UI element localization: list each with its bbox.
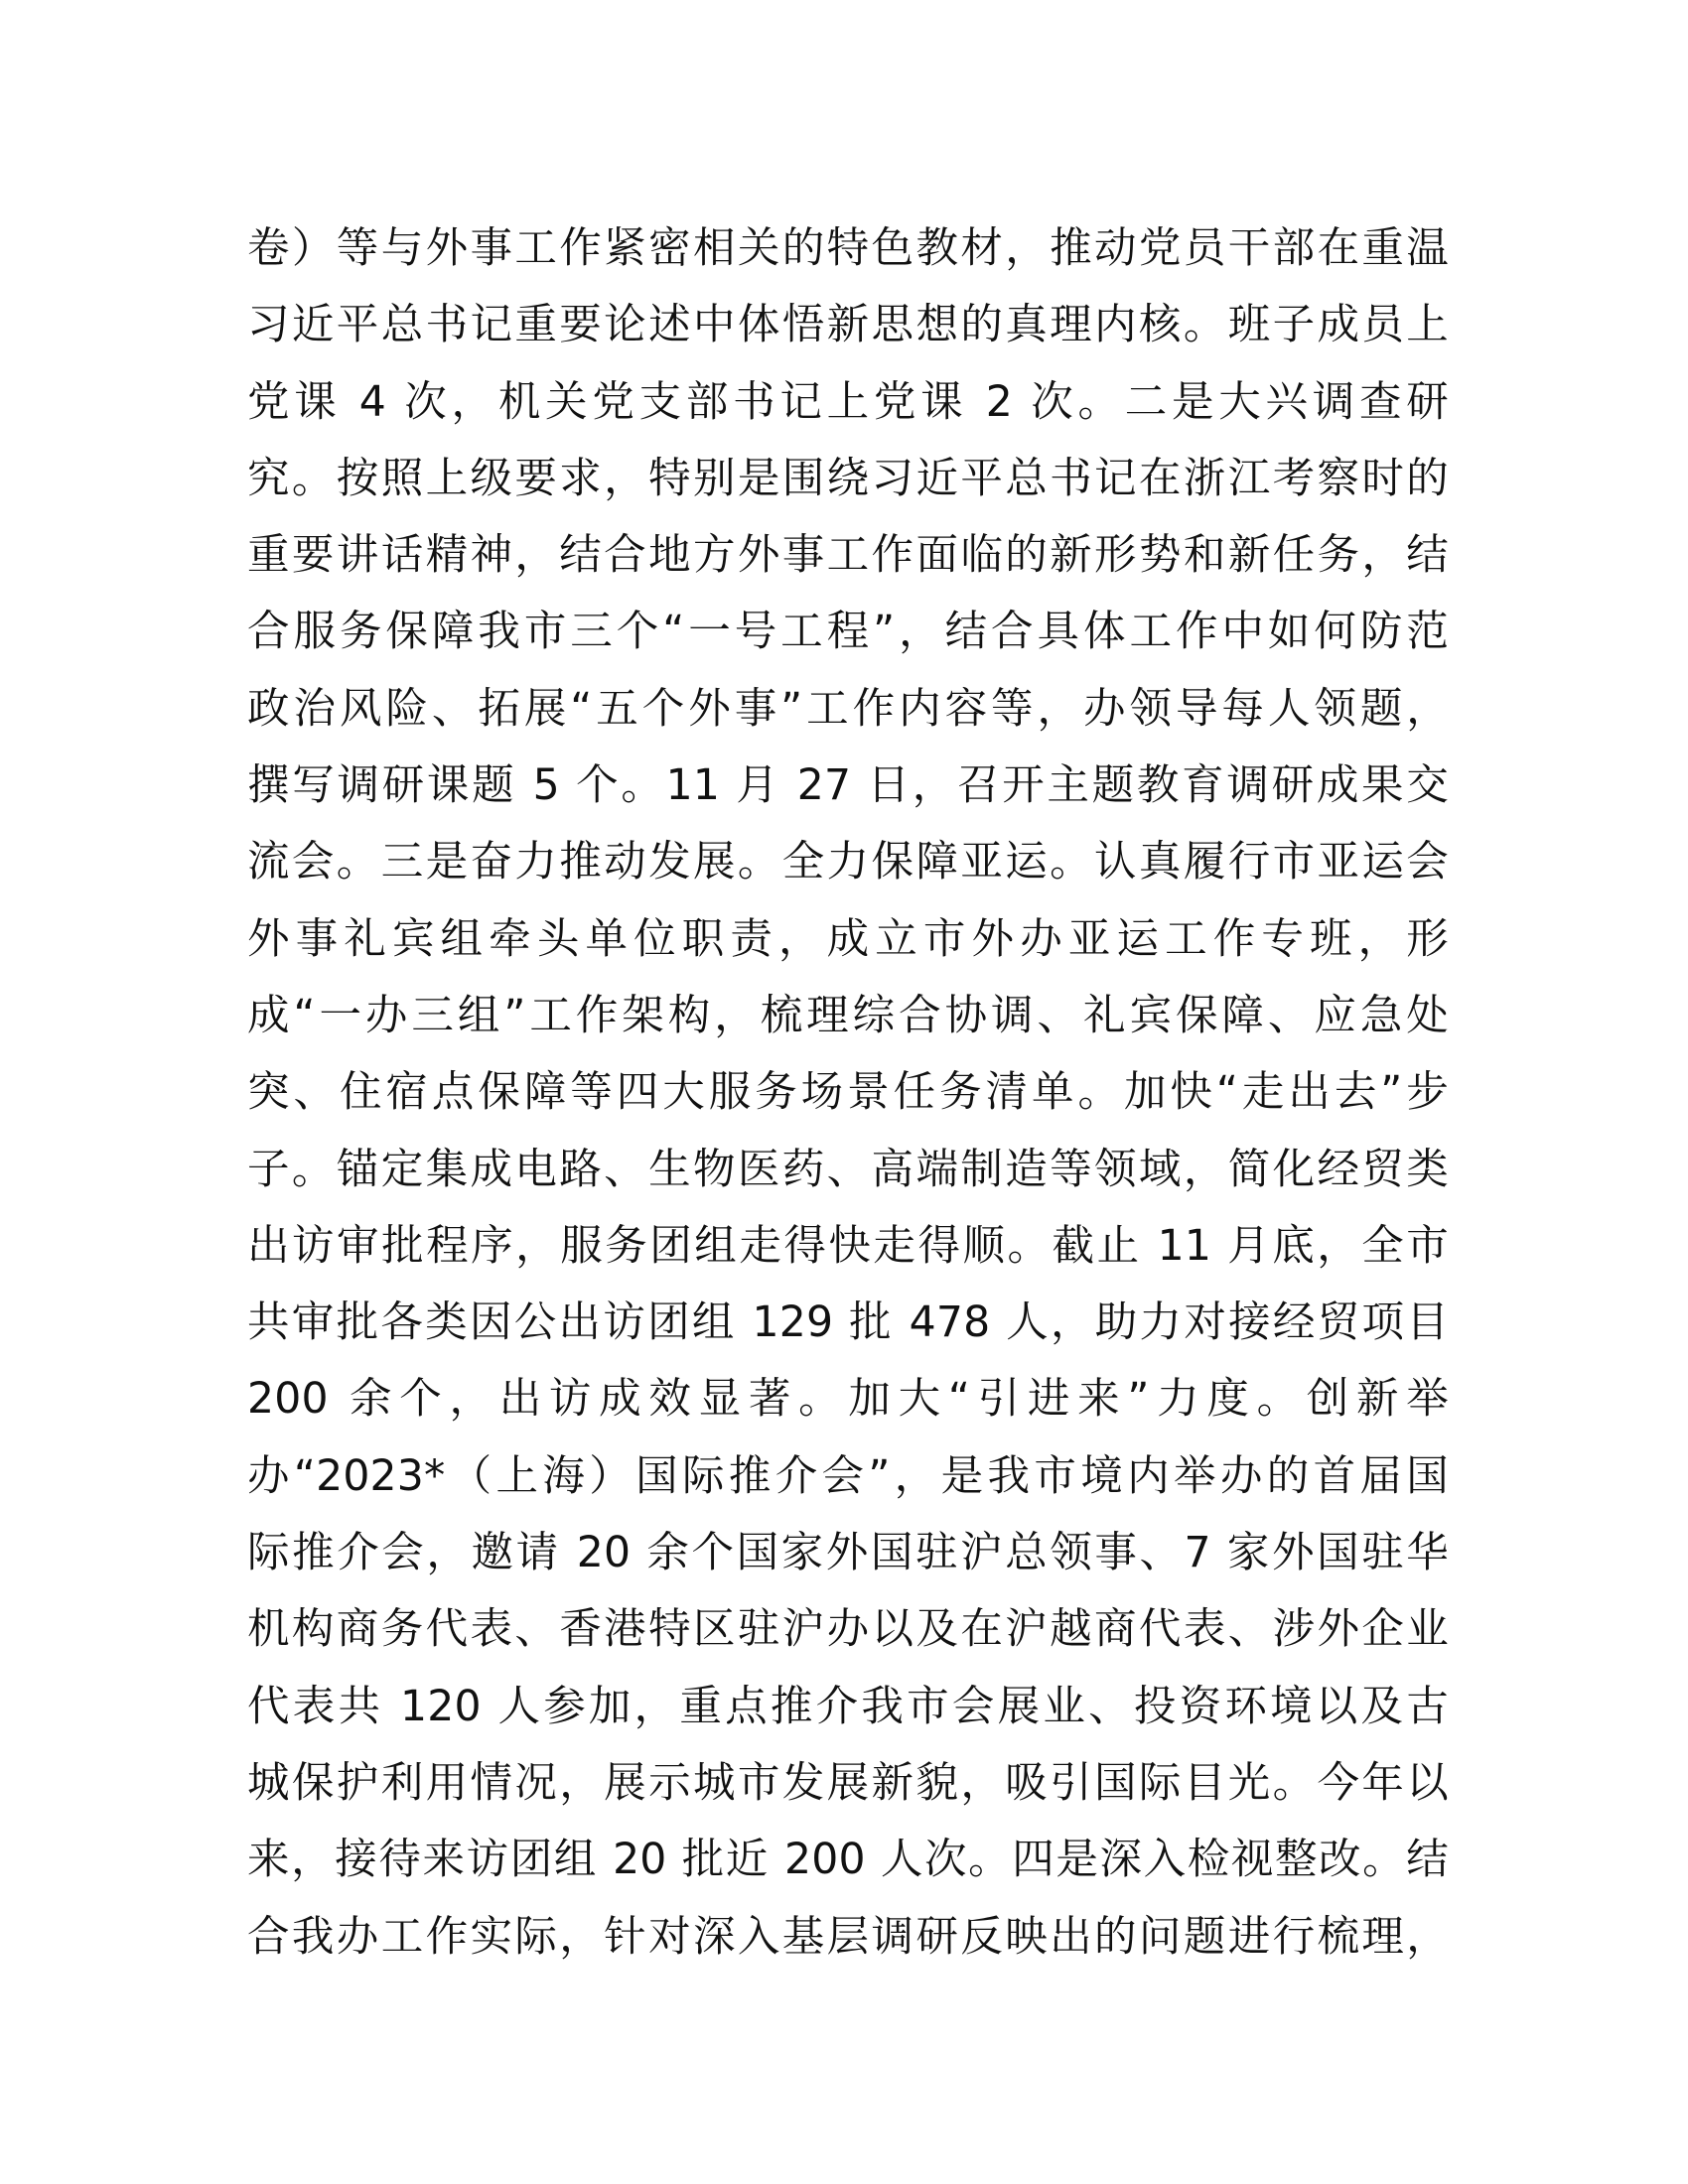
text-line-2: 习近平总书记重要论述中体悟新思想的真理内核。班子成员上 (247, 301, 1449, 350)
text-line-20: 代表共 120 人参加，重点推介我市会展业、投资环境以及古 (247, 1682, 1449, 1731)
text-line-3: 党课 4 次，机关党支部书记上党课 2 次。二是大兴调查研 (247, 377, 1449, 427)
text-line-15: 共审批各类因公出访团组 129 批 478 人，助力对接经贸项目 (247, 1298, 1449, 1348)
text-line-4: 究。按照上级要求，特别是围绕习近平总书记在浙江考察时的 (247, 454, 1449, 503)
text-line-11: 成“一办三组”工作架构，梳理综合协调、礼宾保障、应急处 (247, 991, 1449, 1040)
text-line-21: 城保护利用情况，展示城市发展新貌，吸引国际目光。今年以 (247, 1758, 1449, 1808)
text-line-6: 合服务保障我市三个“一号工程”，结合具体工作中如何防范 (247, 608, 1449, 657)
text-line-10: 外事礼宾组牵头单位职责，成立市外办亚运工作专班，形 (247, 914, 1449, 964)
text-line-8: 撰写调研课题 5 个。11 月 27 日，召开主题教育调研成果交 (247, 761, 1449, 811)
text-line-12: 突、住宿点保障等四大服务场景任务清单。加快“走出去”步 (247, 1068, 1449, 1118)
text-line-16: 200 余个，出访成效显著。加大“引进来”力度。创新举 (247, 1375, 1449, 1425)
text-line-23: 合我办工作实际，针对深入基层调研反映出的问题进行梳理， (247, 1912, 1449, 1962)
text-line-19: 机构商务代表、香港特区驻沪办以及在沪越商代表、涉外企业 (247, 1605, 1449, 1655)
text-line-9: 流会。三是奋力推动发展。全力保障亚运。认真履行市亚运会 (247, 838, 1449, 887)
text-line-1: 卷）等与外事工作紧密相关的特色教材，推动党员干部在重温 (247, 224, 1449, 273)
text-line-14: 出访审批程序，服务团组走得快走得顺。截止 11 月底，全市 (247, 1221, 1449, 1271)
text-line-7: 政治风险、拓展“五个外事”工作内容等，办领导每人领题， (247, 684, 1449, 734)
text-line-18: 际推介会，邀请 20 余个国家外国驻沪总领事、7 家外国驻华 (247, 1529, 1449, 1578)
text-line-5: 重要讲话精神，结合地方外事工作面临的新形势和新任务，结 (247, 531, 1449, 581)
text-line-13: 子。锚定集成电路、生物医药、高端制造等领域，简化经贸类 (247, 1145, 1449, 1194)
text-line-17: 办“2023*（上海）国际推介会”，是我市境内举办的首届国 (247, 1451, 1449, 1501)
body-paragraph (247, 210, 1449, 1976)
text-line-22: 来，接待来访团组 20 批近 200 人次。四是深入检视整改。结 (247, 1836, 1449, 1885)
